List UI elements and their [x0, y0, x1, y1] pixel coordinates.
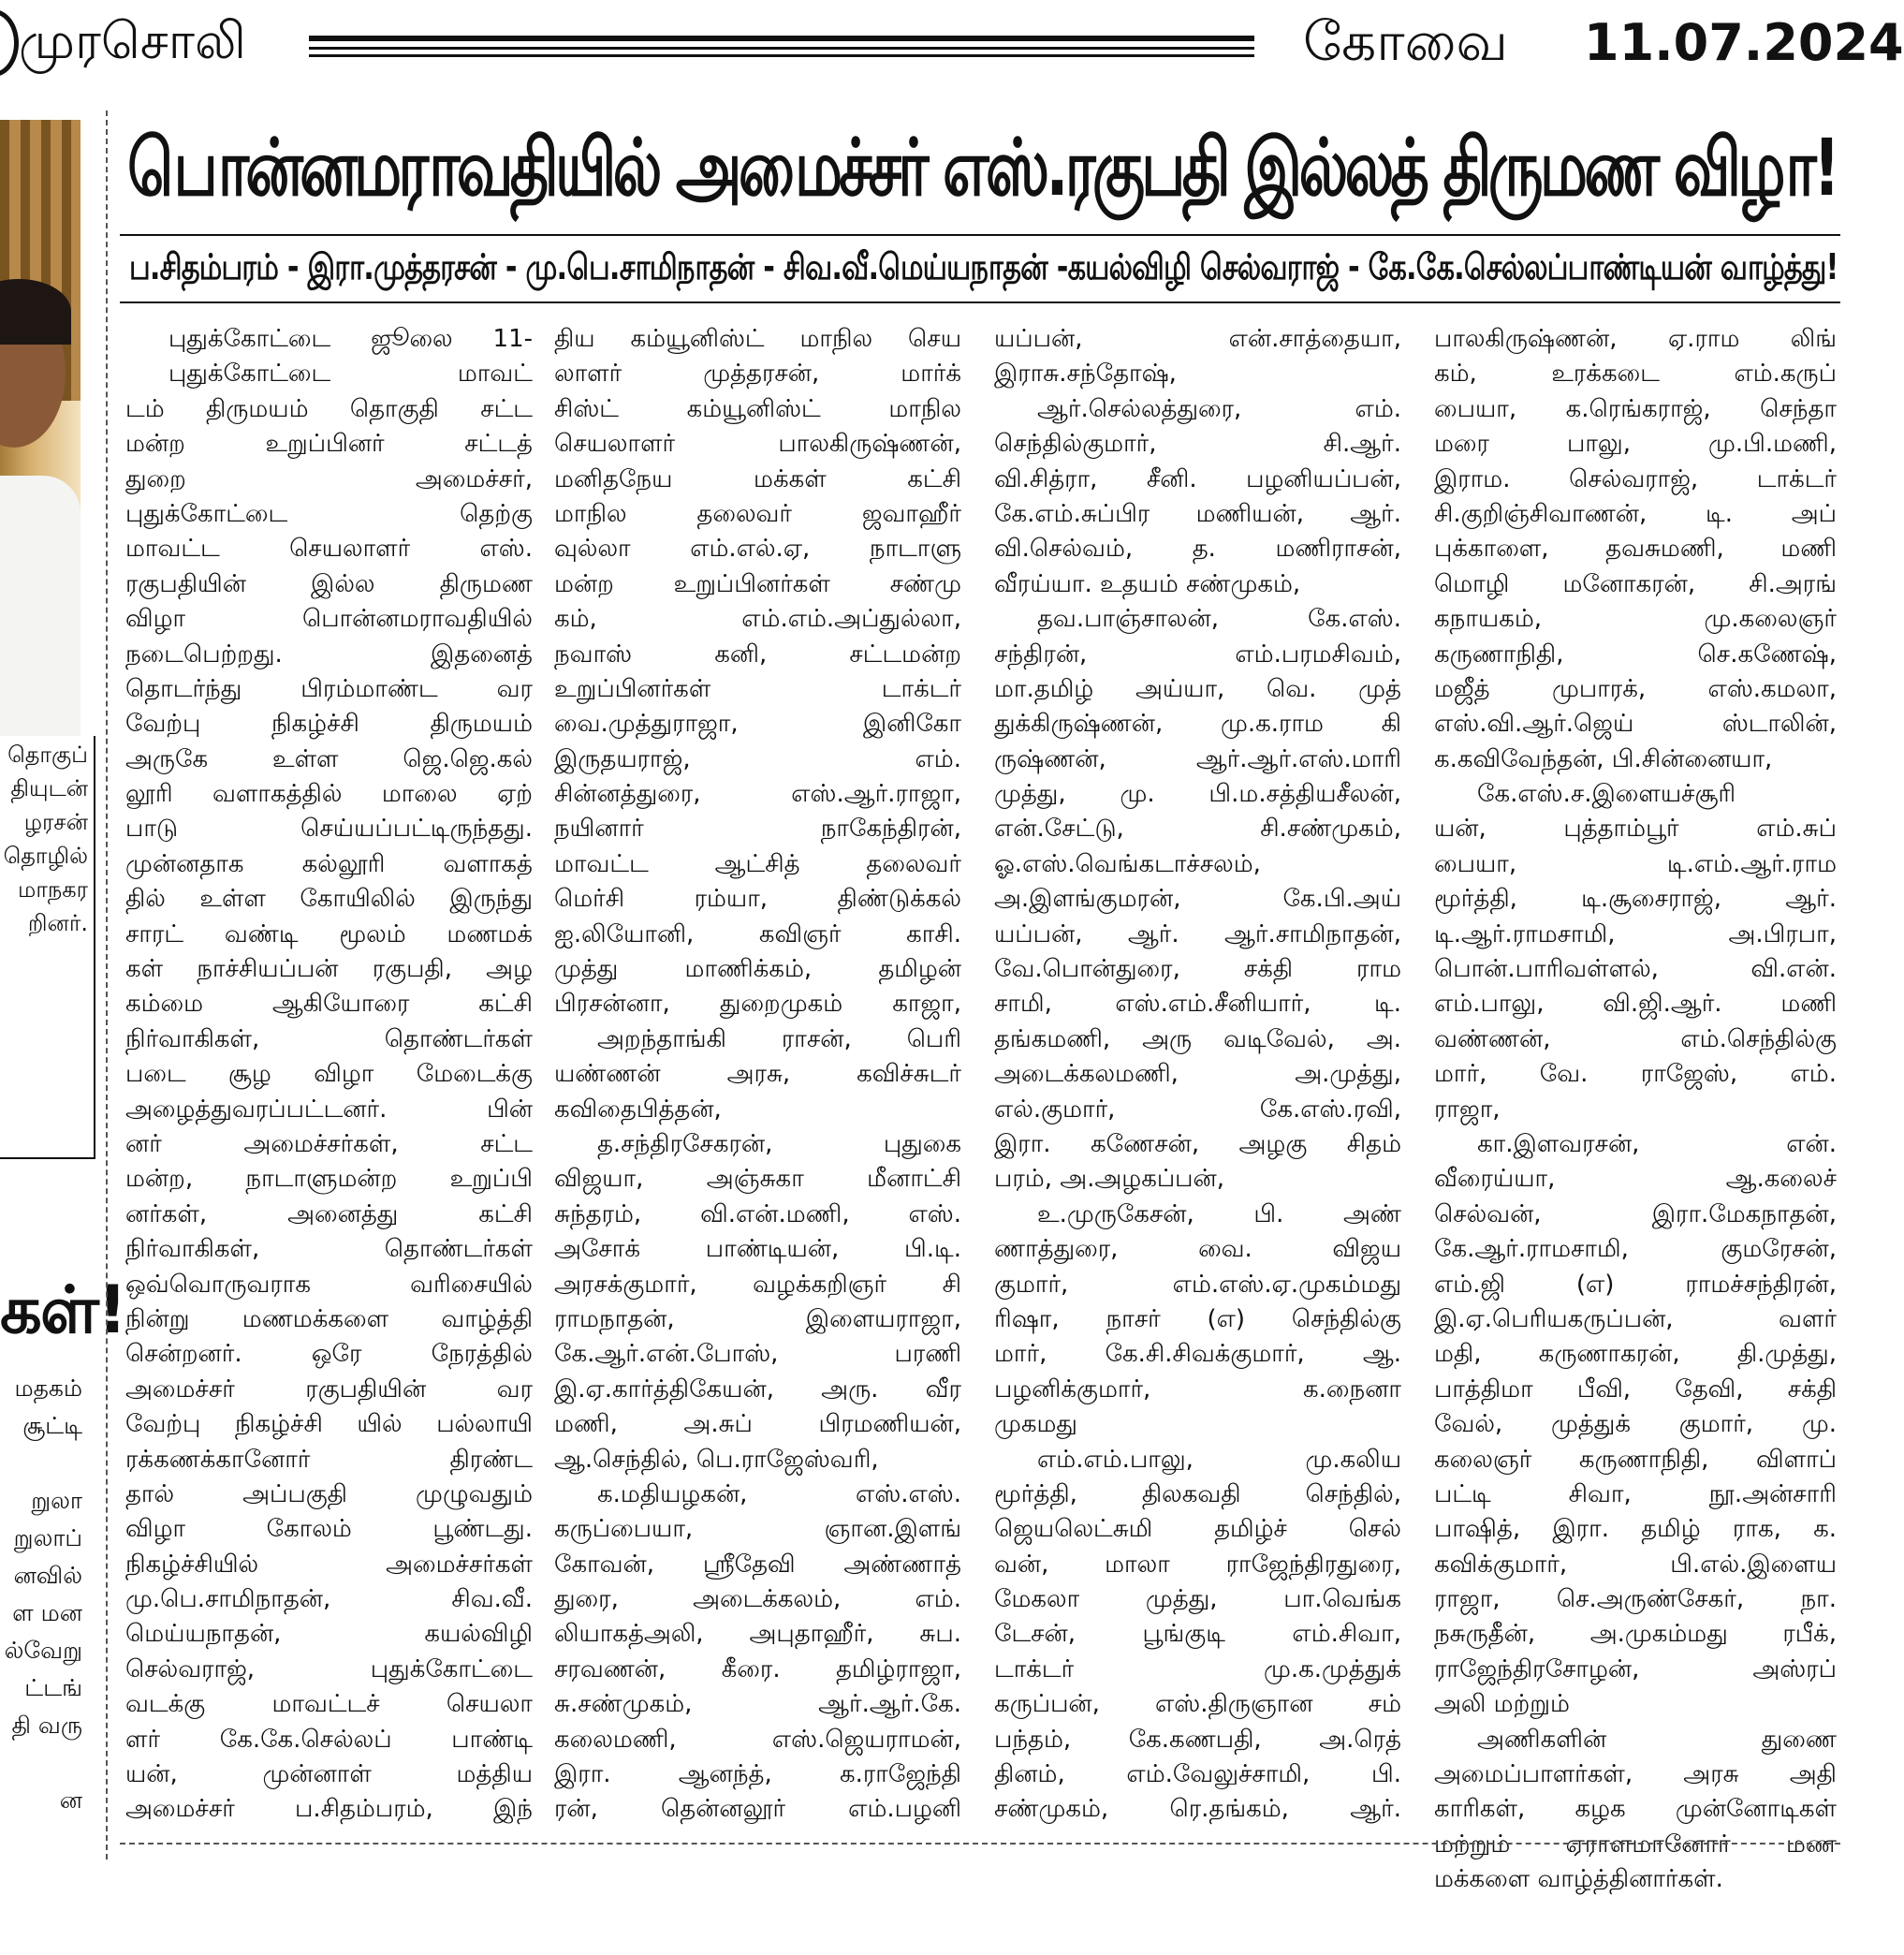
article-line: சு.சண்முகம், ஆர்.ஆர்.கே. — [554, 1690, 961, 1719]
adjacent-text-fragment: ள மன — [12, 1599, 82, 1626]
article-column-1 — [125, 322, 533, 1828]
article-line: மனிதநேய மக்கள் கட்சி — [554, 464, 961, 493]
article-line: ரன், தென்னலூர் எம்.பழனி — [554, 1795, 961, 1824]
article-line: ஒவ்வொருவராக வரிசையில் — [125, 1270, 533, 1299]
article-line: தங்கமணி, அரு வடிவேல், அ. — [994, 1024, 1401, 1053]
article-line: பாத்திமா பீவி, தேவி, சக்தி — [1434, 1374, 1837, 1404]
article-line: பழனிக்குமார், க.நைனா — [994, 1374, 1401, 1404]
article-line: தில் உள்ள கோயிலில் இருந்து — [125, 885, 533, 914]
article-line: அரசக்குமார், வழக்கறிஞர் சி — [554, 1270, 961, 1299]
article-line: கருப்பன், எஸ்.திருஞான சம் — [994, 1690, 1401, 1719]
article-line: னர்கள், அனைத்து கட்சி — [125, 1199, 533, 1228]
article-line: கவிக்குமார், பி.எல்.இளைய — [1434, 1550, 1837, 1579]
article-line: மதி, கருணாகரன், தி.முத்து, — [1434, 1340, 1837, 1369]
article-line: ராஜா, — [1434, 1095, 1501, 1124]
article-line: என்.சேட்டு, சி.சண்முகம், — [994, 815, 1401, 844]
article-line: ஆ.செந்தில், பெ.ராஜேஸ்வரி, — [554, 1445, 879, 1474]
article-line: கம், உரக்கடை எம்.கருப் — [1434, 360, 1837, 389]
edition-date: 11.07.2024 — [1584, 13, 1904, 72]
article-line: டாக்டர் மு.க.முத்துக் — [994, 1654, 1401, 1683]
caption-fragment: றினர். — [27, 910, 88, 936]
article-line: நயினார் நாகேந்திரன், — [554, 815, 961, 844]
article-line: இ.ஏ.கார்த்திகேயன், அரு. வீர — [554, 1374, 961, 1404]
caption-fragment: மாநகர — [18, 876, 88, 903]
article-line: வேற்பு நிகழ்ச்சி திருமயம் — [125, 710, 533, 739]
article-line: நிகழ்ச்சியில் அமைச்சர்கள் — [125, 1550, 533, 1579]
article-line: கா.இளவரசன், என். — [1477, 1129, 1837, 1158]
article-line: யன், புத்தாம்பூர் எம்.சுப் — [1434, 815, 1837, 844]
column-divider — [106, 110, 108, 1859]
adjacent-text-fragment: ட்டங் — [24, 1674, 82, 1701]
article-line: சின்னத்துரை, எஸ்.ஆர்.ராஜா, — [554, 780, 961, 809]
article-line: கருணாநிதி, செ.கணேஷ், — [1434, 639, 1837, 669]
article-line: மக்களை வாழ்த்தினார்கள். — [1434, 1865, 1723, 1894]
article-line: எம்.ஜி (எ) ராமச்சந்திரன், — [1434, 1270, 1837, 1299]
article-line: உறுப்பினர்கள் டாக்டர் — [554, 674, 961, 703]
article-line: அடைக்கலமணி, அ.முத்து, — [994, 1060, 1401, 1089]
article-line: சிஸ்ட் கம்யூனிஸ்ட் மாநில — [554, 394, 961, 423]
adjacent-text-fragment: றுலா — [31, 1487, 82, 1514]
adjacent-text-fragment: மதகம் — [14, 1374, 82, 1402]
article-line: மஜீத் முபாரக், எஸ்.கமலா, — [1434, 674, 1837, 703]
article-line: கலைமணி, எஸ்.ஜெயராமன், — [554, 1725, 961, 1754]
article-line: ரக்கணக்கானோர் திரண்ட — [125, 1445, 533, 1474]
article-line: இ.ஏ.பெரியகருப்பன், வளர் — [1434, 1304, 1837, 1333]
article-line: சென்றனர். ஒரே நேரத்தில் — [125, 1340, 533, 1369]
article-line: செல்வராஜ், புதுக்கோட்டை — [125, 1654, 533, 1683]
article-line: திய கம்யூனிஸ்ட் மாநில செய — [554, 325, 961, 353]
article-line: முன்னதாக கல்லூரி வளாகத் — [125, 849, 533, 878]
article-line: தால் அப்பகுதி முழுவதும் — [125, 1479, 533, 1508]
article-line: காரிகள், கழக முன்னோடிகள் — [1434, 1795, 1837, 1824]
article-line: அமைப்பாளர்கள், அரசு அதி — [1434, 1760, 1837, 1789]
article-line: வுல்லா எம்.எல்.ஏ, நாடாளு — [554, 535, 961, 564]
article-line: வேல், முத்துக் குமார், மு. — [1434, 1410, 1837, 1439]
article-line: துக்கிருஷ்ணன், மு.க.ராம கி — [994, 710, 1401, 739]
article-line: மணி, அ.சுப் பிரமணியன், — [554, 1410, 961, 1439]
article-line: அணிகளின் துணை — [1477, 1725, 1837, 1754]
photo-shirt — [0, 476, 81, 736]
article-line: மொழி மனோகரன், சி.அரங் — [1434, 569, 1837, 598]
article-line: ராஜா, செ.அருண்சேகர், நா. — [1434, 1585, 1837, 1614]
article-line: மேகலா முத்து, பா.வெங்க — [994, 1585, 1401, 1614]
article-line: அருகே உள்ள ஜெ.ஜெ.கல் — [125, 744, 533, 773]
article-line: னர் அமைச்சர்கள், சட்ட — [125, 1129, 533, 1158]
article-line: மார், கே.சி.சிவக்குமார், ஆ. — [994, 1340, 1401, 1369]
article-line: சுந்தரம், வி.என்.மணி, எஸ். — [554, 1199, 961, 1228]
article-line: ரகுபதியின் இல்ல திருமண — [125, 569, 533, 598]
adjacent-text-fragment: ல்வேறு — [4, 1637, 82, 1664]
adjacent-text-fragment: னவில் — [13, 1562, 82, 1589]
article-line: செல்வன், இரா.மேகநாதன், — [1434, 1199, 1837, 1228]
article-line: பொன்.பாரிவள்ளல், வி.என். — [1434, 955, 1837, 984]
article-line: மெர்சி ரம்யா, திண்டுக்கல் — [554, 885, 961, 914]
article-line: வீரைய்யா, ஆ.கலைச் — [1434, 1165, 1837, 1194]
article-line: முகமது — [994, 1410, 1077, 1439]
article-line: பையா, டி.எம்.ஆர்.ராம — [1434, 849, 1837, 878]
article-line: இரா. கணேசன், அழகு சிதம் — [994, 1129, 1401, 1158]
article-line: பட்டி சிவா, நூ.அன்சாரி — [1434, 1479, 1837, 1508]
article-line: கலைஞர் கருணாநிதி, விளாப் — [1434, 1445, 1837, 1474]
article-line: தினம், எம்.வேலுச்சாமி, பி. — [994, 1760, 1401, 1789]
caption-fragment: ழரசன் — [23, 809, 88, 835]
article-line: அலி மற்றும் — [1434, 1690, 1570, 1719]
article-line: நவாஸ் கனி, சட்டமன்ற — [554, 639, 961, 669]
article-line: வேற்பு நிகழ்ச்சி யில் பல்லாயி — [125, 1410, 533, 1439]
article-line: புதுக்கோட்டை மாவட் — [168, 360, 533, 389]
article-line: சரவணன், கீரை. தமிழ்ராஜா, — [554, 1654, 961, 1683]
article-line: லூரி வளாகத்தில் மாலை ஏற் — [125, 780, 533, 809]
article-line: யப்பன், ஆர். ஆர்.சாமிநாதன், — [994, 919, 1401, 948]
article-column-4 — [1434, 322, 1837, 1898]
article-line: வண்ணன், எம்.செந்தில்கு — [1434, 1024, 1837, 1053]
article-line: சண்முகம், ரெ.தங்கம், ஆர். — [994, 1795, 1401, 1824]
headline: பொன்னமராவதியில் அமைச்சர் எஸ்.ரகுபதி இல்லத் திருமண விழா! — [127, 122, 1838, 213]
article-line: வே.பொன்துரை, சக்தி ராம — [994, 955, 1401, 984]
article-line: வன், மாலா ராஜேந்திரதுரை, — [994, 1550, 1401, 1579]
article-line: மற்றும் ஏராளமானோர் மண — [1434, 1830, 1837, 1859]
article-line: வை.முத்துராஜா, இனிகோ — [554, 710, 961, 739]
article-line: அமைச்சர் ப.சிதம்பரம், இந் — [125, 1795, 533, 1824]
masthead-rule-middle — [309, 47, 1254, 50]
article-column-3 — [994, 322, 1401, 1828]
article-line: படை சூழ விழா மேடைக்கு — [125, 1060, 533, 1089]
article-line: ரிஷா, நாசர் (எ) செந்தில்கு — [994, 1304, 1401, 1333]
article-line: கே.எஸ்.ச.இளையச்சூரி — [1477, 780, 1736, 809]
article-line: பரம், அ.அழகப்பன், — [994, 1165, 1225, 1194]
article-line: டம் திருமயம் தொகுதி சட்ட — [125, 394, 533, 423]
article-line: ருஷ்ணன், ஆர்.ஆர்.எஸ்.மாரி — [994, 744, 1401, 773]
newspaper-name: முரசொலி — [19, 11, 246, 70]
article-line: எம்.எம்.பாலு, மு.கலிய — [1037, 1445, 1401, 1474]
article-line: ளர் கே.கே.செல்லப் பாண்டி — [125, 1725, 533, 1754]
article-line: இராசு.சந்தோஷ், — [994, 360, 1177, 389]
article-line: டி.ஆர்.ராமசாமி, அ.பிரபா, — [1434, 919, 1837, 948]
article-line: மரை பாலு, மு.பி.மணி, — [1434, 430, 1837, 459]
article-line: க.மதியழகன், எஸ்.எஸ். — [597, 1479, 961, 1508]
article-line: வடக்கு மாவட்டச் செயலா — [125, 1690, 533, 1719]
article-line: மெய்யநாதன், கயல்விழி — [125, 1620, 533, 1649]
article-line: யண்ணன் அரசு, கவிச்சுடர் — [554, 1060, 961, 1089]
article-line: மன்ற, நாடாளுமன்ற உறுப்பி — [125, 1165, 533, 1194]
article-line: மாநில தலைவர் ஜவாஹீர் — [554, 499, 961, 528]
article-line: முத்து, மு. பி.ம.சத்தியசீலன், — [994, 780, 1401, 809]
article-line: ணாத்துரை, வை. விஜய — [994, 1235, 1401, 1264]
article-line: இருதயராஜ், எம். — [554, 744, 961, 773]
article-line: யன், முன்னாள் மத்திய — [125, 1760, 533, 1789]
article-line: சி.குறிஞ்சிவாணன், டி. அப் — [1434, 499, 1837, 528]
article-line: நடைபெற்றது. இதனைத் — [125, 639, 533, 669]
article-line: மாவட்ட ஆட்சித் தலைவர் — [554, 849, 961, 878]
headline-rule — [120, 234, 1840, 236]
article-line: ஜெயலெட்சுமி தமிழ்ச் செல் — [994, 1515, 1401, 1544]
article-line: மூர்த்தி, திலகவதி செந்தில், — [994, 1479, 1401, 1508]
page-bottom-rule — [120, 1843, 1840, 1845]
article-line: உ.முருகேசன், பி. அண் — [1037, 1199, 1401, 1228]
caption-fragment: தியுடன் — [10, 775, 88, 801]
article-line: கருப்பையா, ஞான.இளங் — [554, 1515, 961, 1544]
article-line: அறந்தாங்கி ராசன், பெரி — [597, 1024, 961, 1053]
article-line: மாவட்ட செயலாளர் எஸ். — [125, 535, 533, 564]
article-line: ராஜேந்திரசோழன், அஸ்ரப் — [1434, 1654, 1837, 1683]
article-line: புதுக்கோட்டை ஜூலை 11- — [168, 325, 533, 353]
article-line: இராம. செல்வராஜ், டாக்டர் — [1434, 464, 1837, 493]
article-line: சந்திரன், எம்.பரமசிவம், — [994, 639, 1401, 669]
article-line: பாஷித், இரா. தமிழ் ராக, க. — [1434, 1515, 1837, 1544]
article-line: துறை அமைச்சர், — [125, 464, 533, 493]
adjacent-text-fragment: ன — [59, 1786, 82, 1814]
article-line: யப்பன், என்.சாத்தையா, — [994, 325, 1401, 353]
article-line: வீரய்யா. உதயம் சண்முகம், — [994, 569, 1301, 598]
article-line: பந்தம், கே.கணபதி, அ.ரெத் — [994, 1725, 1401, 1754]
caption-fragment: தொழில் — [3, 843, 88, 869]
article-line: மார், வே. ராஜேஸ், எம். — [1434, 1060, 1837, 1089]
masthead-rule-bottom — [309, 54, 1254, 57]
article-line: பையா, க.ரெங்கராஜ், செந்தா — [1434, 394, 1837, 423]
article-line: கே.ஆர்.ராமசாமி, குமரேசன், — [1434, 1235, 1837, 1264]
article-line: கே.எம்.சுப்பிர மணியன், ஆர். — [994, 499, 1401, 528]
article-line: பிரசன்னா, துறைமுகம் காஜா, — [554, 990, 961, 1019]
article-line: டேசன், பூங்குடி எம்.சிவா, — [994, 1620, 1401, 1649]
adjacent-article-text — [0, 1374, 94, 1955]
article-line: குமார், எம்.எஸ்.ஏ.முகம்மது — [994, 1270, 1401, 1299]
article-line: மா.தமிழ் அய்யா, வெ. முத் — [994, 674, 1401, 703]
article-line: கவிதைபித்தன், — [554, 1095, 722, 1124]
news-photo — [0, 120, 81, 736]
article-line: சாரட் வண்டி மூலம் மணமக் — [125, 919, 533, 948]
photo-caption-box — [0, 736, 95, 1159]
article-line: கம், எம்.எம்.அப்துல்லா, — [554, 605, 961, 634]
article-line: கள் நாச்சியப்பன் ரகுபதி, அழ — [125, 955, 533, 984]
article-line: அழைத்துவரப்பட்டனர். பின் — [125, 1095, 533, 1124]
article-line: நிர்வாகிகள், தொண்டர்கள் — [125, 1024, 533, 1053]
article-line: மு.பெ.சாமிநாதன், சிவ.வீ. — [125, 1585, 533, 1614]
article-line: விஜயா, அஞ்சுகா மீனாட்சி — [554, 1165, 961, 1194]
article-line: விழா பொன்னமராவதியில் — [125, 605, 533, 634]
article-line: வி.செல்வம், த. மணிராசன், — [994, 535, 1401, 564]
article-line: நசுருதீன், அ.முகம்மது ரபீக், — [1434, 1620, 1837, 1649]
article-line: ராமநாதன், இளையராஜா, — [554, 1304, 961, 1333]
article-line: புக்காளை, தவசுமணி, மணி — [1434, 535, 1837, 564]
adjacent-article-strip — [0, 110, 125, 1859]
article-line: நிர்வாகிகள், தொண்டர்கள் — [125, 1235, 533, 1264]
article-line: வி.சித்ரா, சீனி. பழனியப்பன், — [994, 464, 1401, 493]
article-line: விழா கோலம் பூண்டது. — [125, 1515, 533, 1544]
adjacent-text-fragment: றுலாப் — [13, 1524, 82, 1551]
edition-city: கோவை — [1303, 9, 1508, 73]
article-line: செந்தில்குமார், சி.ஆர். — [994, 430, 1401, 459]
article-line: செயலாளர் பாலகிருஷ்ணன், — [554, 430, 961, 459]
masthead-rule-top — [309, 36, 1254, 41]
article-line: துரை, அடைக்கலம், எம். — [554, 1585, 961, 1614]
article-line: புதுக்கோட்டை தெற்கு — [125, 499, 533, 528]
adjacent-article-heading: கள்! — [0, 1271, 125, 1348]
article-line: லியாகத்அலி, அபுதாஹீர், சுப. — [554, 1620, 961, 1649]
article-line: ஓ.எஸ்.வெங்கடாச்சலம், — [994, 849, 1261, 878]
article-line: முத்து மாணிக்கம், தமிழன் — [554, 955, 961, 984]
article-line: கநாயகம், மு.கலைஞர் — [1434, 605, 1837, 634]
article-line: சாமி, எஸ்.எம்.சீனியார், டி. — [994, 990, 1401, 1019]
article-line: ஐ.லியோனி, கவிஞர் காசி. — [554, 919, 961, 948]
article-line: இரா. ஆனந்த், க.ராஜேந்தி — [554, 1760, 961, 1789]
article-line: மன்ற உறுப்பினர்கள் சண்மு — [554, 569, 961, 598]
article-line: நின்று மணமக்களை வாழ்த்தி — [125, 1304, 533, 1333]
article-line: கே.ஆர்.என்.போஸ், பரணி — [554, 1340, 961, 1369]
article-line: க.கவிவேந்தன், பி.சின்னையா, — [1434, 744, 1773, 773]
article-line: பாடு செய்யப்பட்டிருந்தது. — [125, 815, 533, 844]
article-line: ஆர்.செல்லத்துரை, எம். — [1037, 394, 1401, 423]
article-line: அசோக் பாண்டியன், பி.டி. — [554, 1235, 961, 1264]
article-line: மூர்த்தி, டி.சூசைராஜ், ஆர். — [1434, 885, 1837, 914]
article-line: தொடர்ந்து பிரம்மாண்ட வர — [125, 674, 533, 703]
subheadline-rule — [120, 301, 1840, 303]
article-line: மன்ற உறுப்பினர் சட்டத் — [125, 430, 533, 459]
caption-fragment: தொகுப் — [7, 742, 88, 768]
masthead — [0, 0, 1904, 103]
article-line: தவ.பாஞ்சாலன், கே.எஸ். — [1037, 605, 1401, 634]
article-line: எஸ்.வி.ஆர்.ஜெய் ஸ்டாலின், — [1434, 710, 1837, 739]
article-line: த.சந்திரசேகரன், புதுகை — [597, 1129, 961, 1158]
adjacent-text-fragment: சூட்டி — [22, 1412, 82, 1439]
article-column-2 — [554, 322, 961, 1828]
article-line: அமைச்சர் ரகுபதியின் வர — [125, 1374, 533, 1404]
article-line: எல்.குமார், கே.எஸ்.ரவி, — [994, 1095, 1401, 1124]
article-line: கோவன், ஸ்ரீதேவி அண்ணாத் — [554, 1550, 961, 1579]
adjacent-text-fragment: தி வரு — [11, 1712, 82, 1739]
article-line: எம்.பாலு, வி.ஜி.ஆர். மணி — [1434, 990, 1837, 1019]
logo-mark — [0, 9, 19, 77]
article-line: லாளர் முத்தரசன், மார்க் — [554, 360, 961, 389]
article-line: பாலகிருஷ்ணன், ஏ.ராம லிங் — [1434, 325, 1837, 353]
article-line: அ.இளங்குமரன், கே.பி.அய் — [994, 885, 1401, 914]
article-line: கம்மை ஆகியோரை கட்சி — [125, 990, 533, 1019]
subheadline: ப.சிதம்பரம் - இரா.முத்தரசன் - மு.பெ.சாமிநாதன் - சிவ.வீ.மெய்யநாதன் -கயல்விழி செல்வராஜ் - கே.கே.செல்லப்பாண்டியன் வாழ்த்து! — [129, 246, 1838, 287]
